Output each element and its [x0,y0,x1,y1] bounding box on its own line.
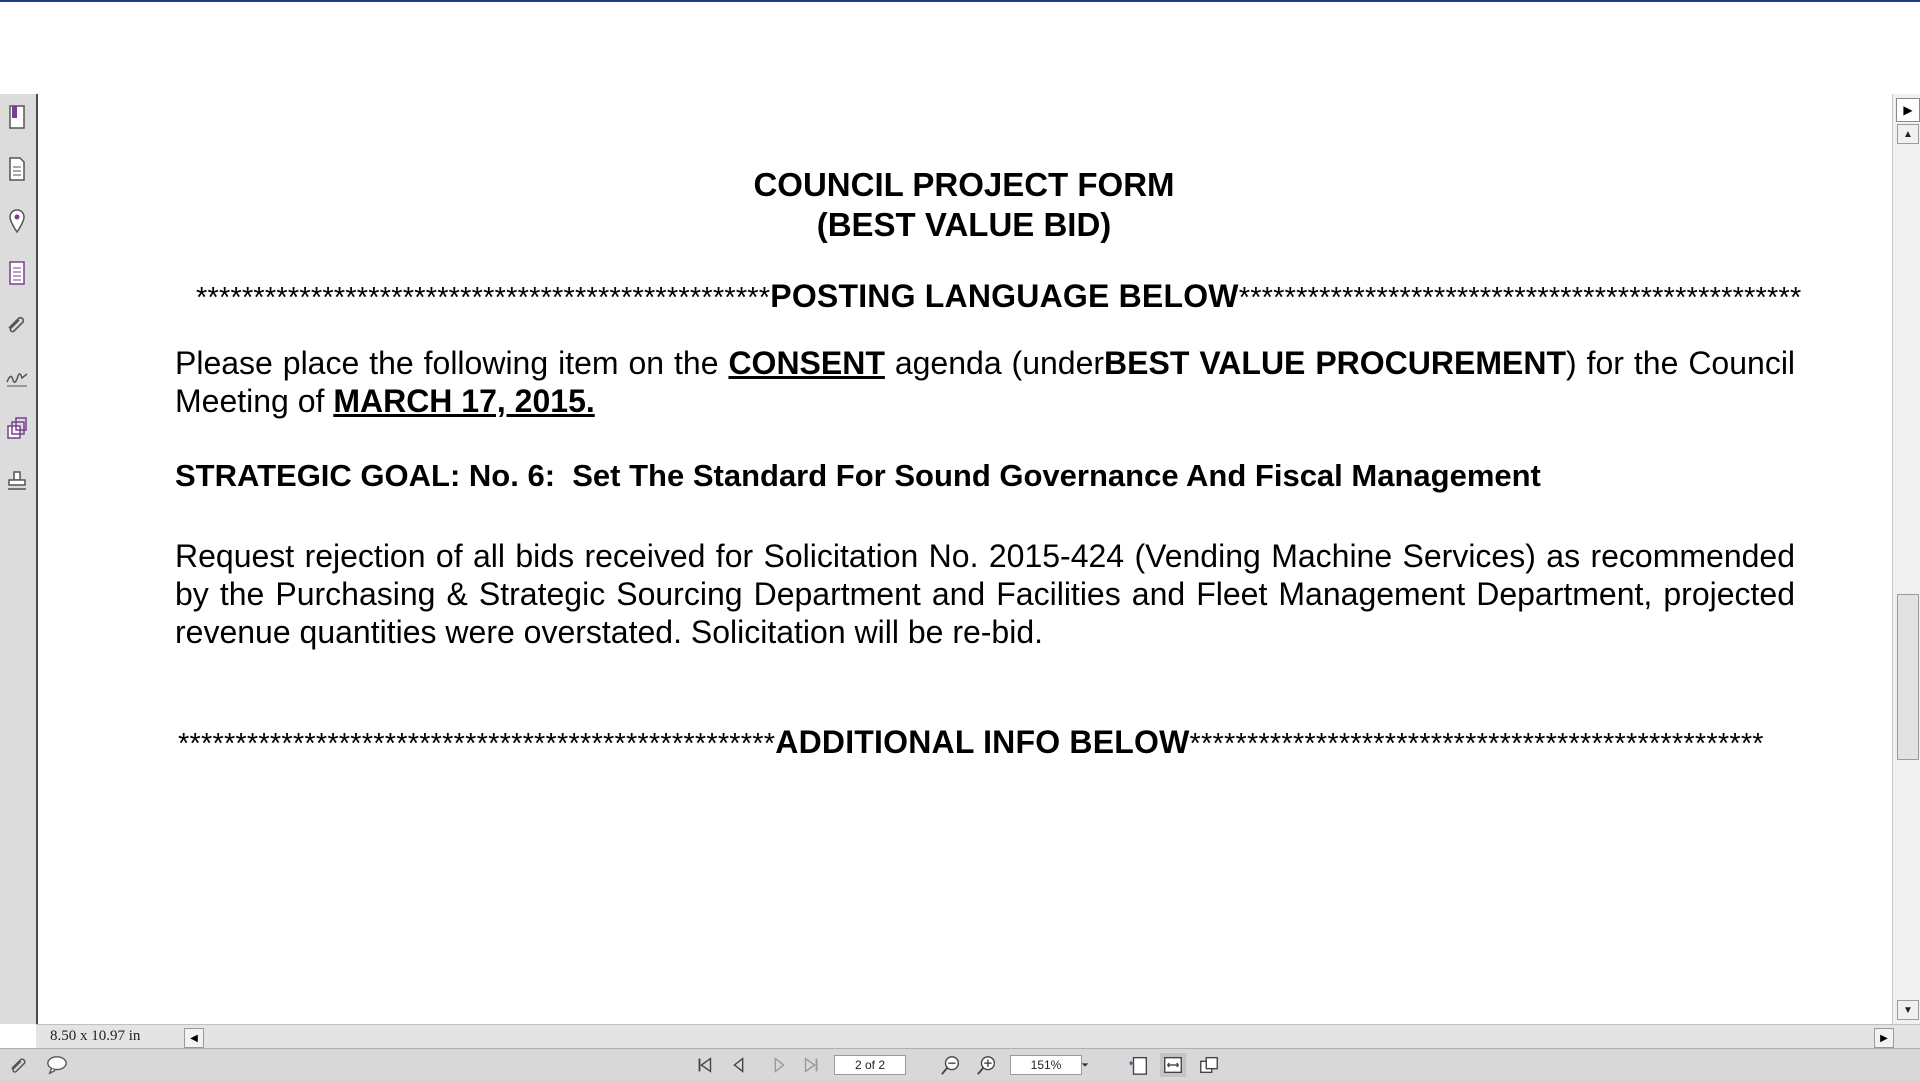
fit-page-icon[interactable] [1126,1053,1152,1077]
page-thumbnail-icon[interactable] [4,154,30,184]
zoom-in-icon[interactable] [974,1053,1000,1077]
attachment-icon[interactable] [6,1053,32,1077]
scroll-up-arrow-icon[interactable]: ▲ [1897,124,1919,144]
layers-icon[interactable] [4,414,30,444]
vertical-scroll-thumb[interactable] [1897,594,1919,760]
consent-text-3: ) for the [1566,345,1679,381]
posting-stars-left: ************************************************** [196,282,771,314]
last-page-icon[interactable] [798,1053,824,1077]
toolbar-area [0,2,1920,94]
comment-icon[interactable] [44,1053,70,1077]
consent-line2-text: Council Meeting of [175,345,1796,419]
form-title: COUNCIL PROJECT FORM [753,166,1175,203]
previous-page-icon[interactable] [726,1053,752,1077]
zoom-out-icon[interactable] [938,1053,964,1077]
two-page-view-icon[interactable] [1196,1053,1222,1077]
posting-language-label: POSTING LANGUAGE BELOW [770,278,1239,314]
attachment-icon[interactable] [4,310,30,340]
additional-info-label: ADDITIONAL INFO BELOW [775,724,1190,760]
page-number-input[interactable]: 2 of 2 [834,1055,906,1075]
first-page-icon[interactable] [692,1053,718,1077]
zoom-dropdown-chevron-down-icon[interactable] [1078,1053,1092,1077]
scroll-right-arrow-icon[interactable]: ▶ [1874,1028,1894,1048]
scroll-left-arrow-icon[interactable]: ◀ [184,1028,204,1048]
status-bar [0,1048,1920,1081]
posting-stars-right: ************************************************* [1238,282,1802,314]
zoom-level-input[interactable]: 151% [1010,1055,1082,1075]
request-paragraph: Request rejection of all bids received for Solicitation No. 2015-424 (Vending Machine Services) as recommended by the Purchasing & Strategic Sourcing Department and Facilities and Fleet Management Department, projected revenue quantities were overstated. Solicitation will be re-bid. [175,538,1795,650]
consent-text-1: Please place the following item on the [175,345,719,381]
consent-paragraph [175,344,1795,420]
horizontal-scrollbar [36,1024,1920,1049]
location-pin-icon[interactable] [4,206,30,236]
navigation-pane [0,94,38,1024]
scroll-down-arrow-icon[interactable]: ▼ [1897,1000,1919,1020]
page-size-indicator: 8.50 x 10.97 in [50,1028,141,1044]
additional-stars-left: **************************************************** [178,728,776,760]
stamp-icon[interactable] [4,466,30,496]
meeting-date: MARCH 17, 2015. [333,383,595,419]
signature-icon[interactable] [4,362,30,392]
bookmark-icon[interactable] [4,102,30,132]
strategic-goal: STRATEGIC GOAL: No. 6: Set The Standard For Sound Governance And Fiscal Management [175,458,1541,493]
consent-keyword: CONSENT [728,345,885,381]
fit-width-icon[interactable] [1160,1053,1186,1077]
vertical-scrollbar[interactable] [1892,94,1920,1024]
document-list-icon[interactable] [4,258,30,288]
document-page [38,94,1890,1024]
next-page-icon[interactable] [766,1053,792,1077]
additional-stars-right: ************************************************** [1189,728,1764,760]
consent-procurement-type: BEST VALUE PROCUREMENT [1104,345,1567,381]
consent-text-2: agenda (under [894,345,1105,381]
form-subtitle: (BEST VALUE BID) [816,206,1112,243]
posting-language-header [196,278,1802,315]
additional-info-header [178,724,1764,761]
expand-pane-arrow-icon[interactable]: ▶ [1896,98,1920,122]
